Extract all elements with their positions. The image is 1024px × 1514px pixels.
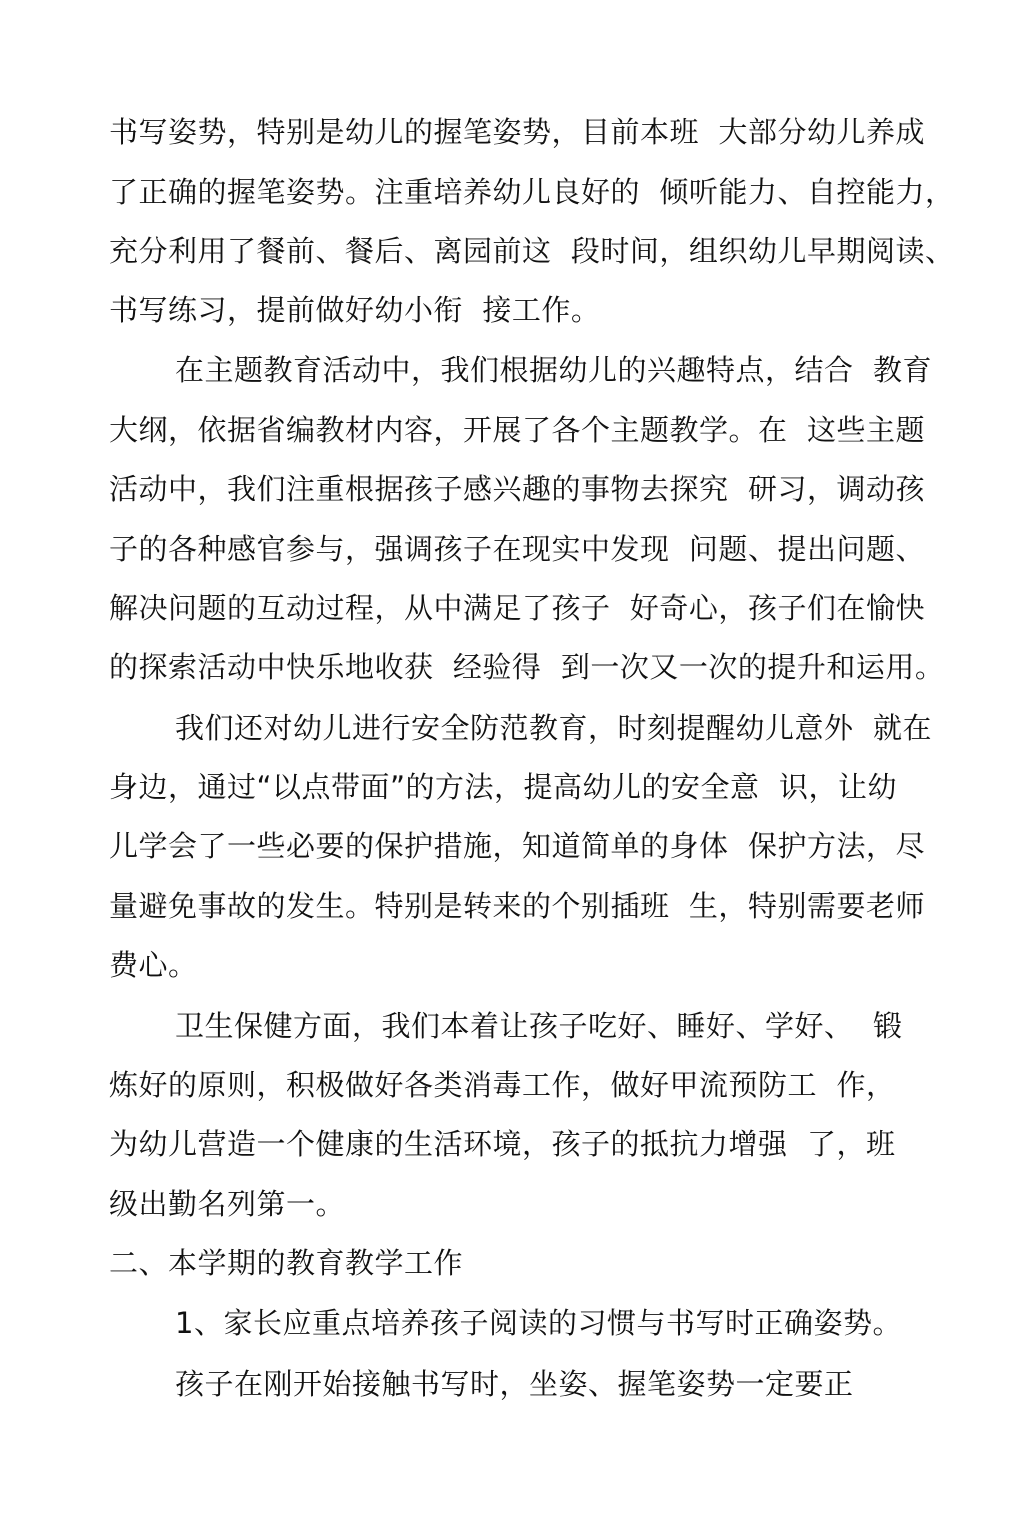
text-line: 为幼儿营造一个健康的生活环境，孩子的抵抗力增强 了，班 [109, 1127, 896, 1161]
text-line: 子的各种感官参与，强调孩子在现实中发现 问题、提出问题、 [109, 532, 925, 566]
text-line: 的探索活动中快乐地收获 经验得 到一次又一次的提升和运用。 [109, 650, 945, 684]
text-line: 级出勤名列第一。 [109, 1187, 346, 1221]
text-line: 费心。 [109, 948, 198, 982]
text-line: 解决问题的互动过程，从中满足了孩子 好奇心，孩子们在愉快 [109, 591, 925, 625]
text-line: 大纲，依据省编教材内容，开展了各个主题教学。在 这些主题 [109, 413, 925, 447]
paragraph-first-line: 在主题教育活动中，我们根据幼儿的兴趣特点，结合 教育 [175, 353, 932, 387]
paragraph-first-line: 卫生保健方面，我们本着让孩子吃好、睡好、学好、 锻 [175, 1009, 903, 1043]
paragraph-first-line: 我们还对幼儿进行安全防范教育，时刻提醒幼儿意外 就在 [175, 711, 932, 745]
text-line: 书写练习，提前做好幼小衔 接工作。 [109, 293, 601, 327]
paragraph-first-line: 孩子在刚开始接触书写时，坐姿、握笔姿势一定要正 [175, 1367, 854, 1401]
numbered-item: 1、家长应重点培养孩子阅读的习惯与书写时正确姿势。 [175, 1306, 902, 1340]
text-line: 量避免事故的发生。特别是转来的个别插班 生，特别需要老师 [109, 889, 925, 923]
section-heading: 二、本学期的教育教学工作 [109, 1246, 464, 1280]
text-line: 活动中，我们注重根据孩子感兴趣的事物去探究 研习，调动孩 [109, 472, 925, 506]
text-line: 身边，通过“以点带面”的方法，提高幼儿的安全意 识，让幼 [109, 770, 897, 804]
text-line: 书写姿势，特别是幼儿的握笔姿势，目前本班 大部分幼儿养成 [109, 115, 925, 149]
text-line: 炼好的原则，积极做好各类消毒工作，做好甲流预防工 作， [109, 1068, 896, 1102]
text-line: 充分利用了餐前、餐后、离园前这 段时间，组织幼儿早期阅读、 [109, 234, 955, 268]
text-line: 儿学会了一些必要的保护措施，知道简单的身体 保护方法，尽 [109, 829, 925, 863]
text-line: 了正确的握笔姿势。注重培养幼儿良好的 倾听能力、自控能力， [109, 175, 955, 209]
